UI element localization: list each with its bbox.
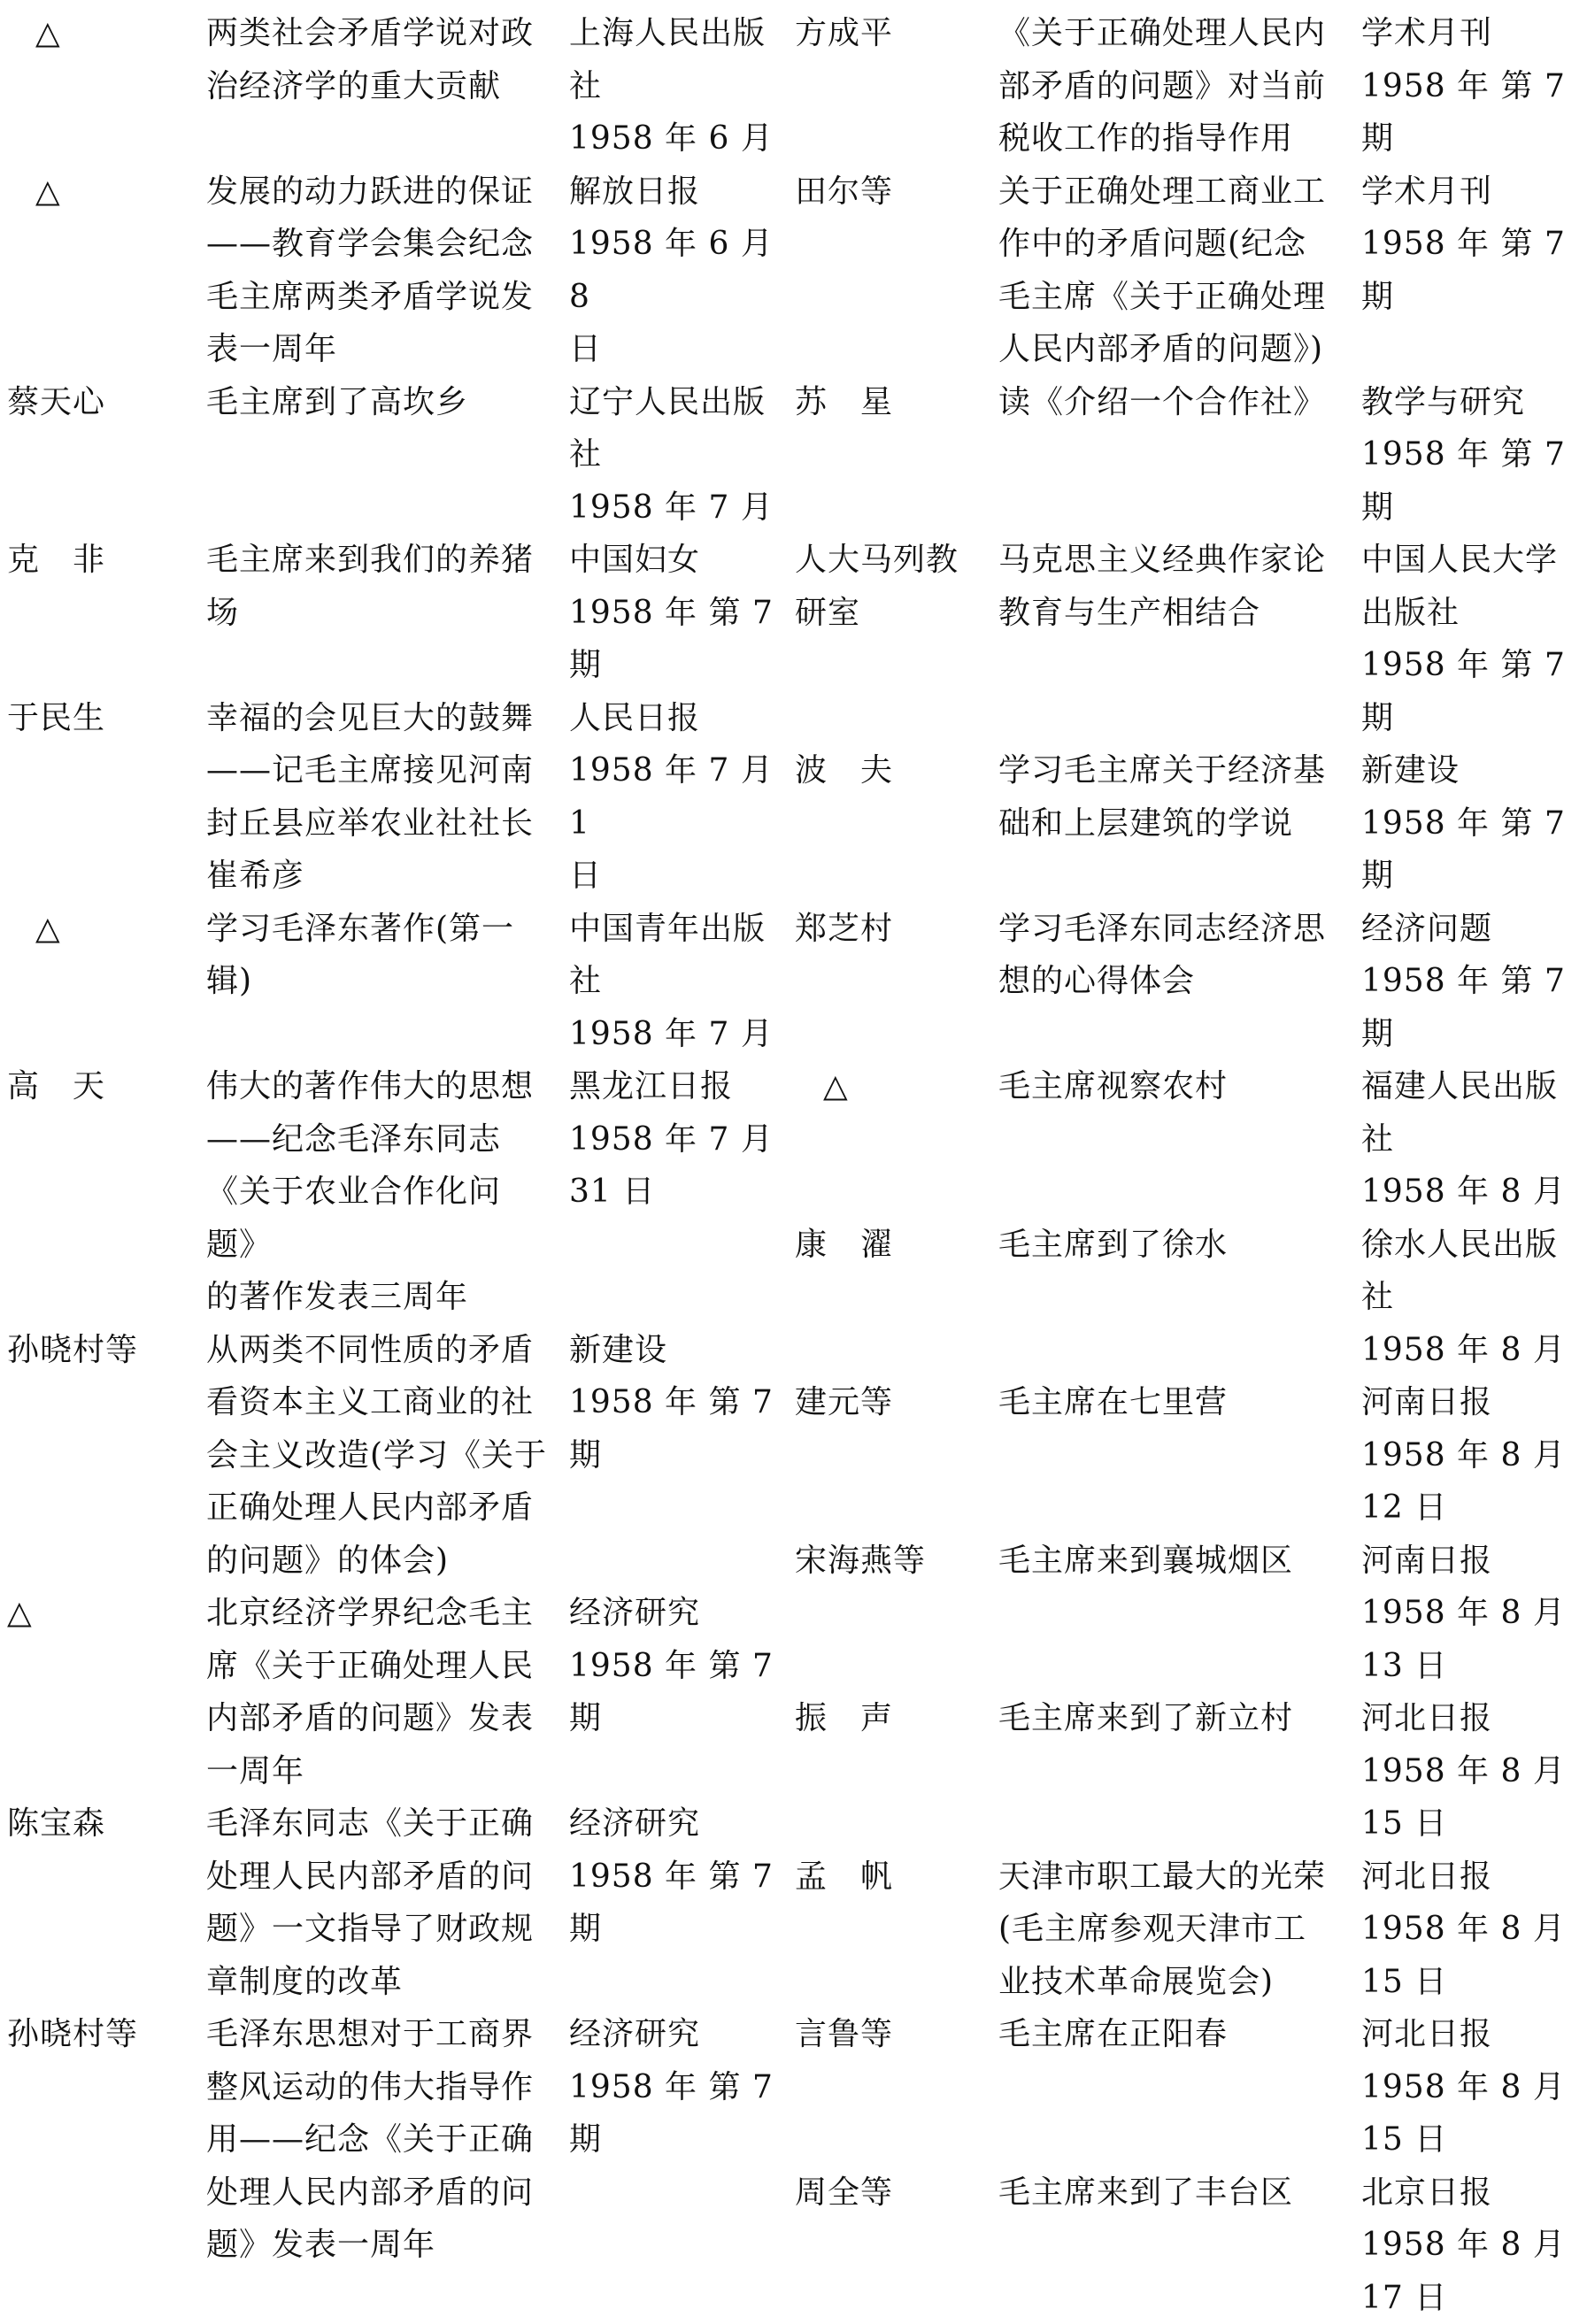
entry-source: 解放日报 1958 年 6 月 8 日 (569, 165, 786, 376)
entry-title: 从两类不同性质的矛盾 看资本主义工商业的社 会主义改造(学习《关于 正确处理人民内部矛盾 的问题》的体会) (206, 1324, 569, 1588)
entry-source: 中国人民大学 出版社 1958 年 第 7 期 (1361, 534, 1581, 744)
entry-title: 毛主席来到了丰台区 (998, 2166, 1361, 2324)
entry-title: 毛主席到了徐水 (998, 1219, 1361, 1377)
entry-author: 康 濯 (795, 1219, 998, 1377)
entry-author: △ (7, 165, 206, 376)
entry-source: 人民日报 1958 年 7 月 1 日 (569, 692, 786, 903)
entry-source: 上海人民出版 社 1958 年 6 月 (569, 7, 786, 165)
entry-title: 毛主席视察农村 (998, 1060, 1361, 1219)
entry-author: 孙晓村等 (7, 2008, 206, 2272)
entry-title: 学习毛主席关于经济基 础和上层建筑的学说 (998, 744, 1361, 903)
entry-title: 毛主席来到我们的养猪 场 (206, 534, 569, 692)
entry-source: 学术月刊 1958 年 第 7 期 (1361, 165, 1581, 376)
entry-author: 苏 星 (795, 376, 998, 535)
entry-source: 新建设 1958 年 第 7 期 (1361, 744, 1581, 903)
entry-title: 关于正确处理工商业工 作中的矛盾问题(纪念 毛主席《关于正确处理 人民内部矛盾的问题》) (998, 165, 1361, 376)
entry-title: 天津市职工最大的光荣 (毛主席参观天津市工 业技术革命展览会) (998, 1851, 1361, 2009)
entry-author: 于民生 (7, 692, 206, 903)
entry-title: 发展的动力跃进的保证 ——教育学会集会纪念 毛主席两类矛盾学说发 表一周年 (206, 165, 569, 376)
entry-source: 经济研究 1958 年 第 7 期 (569, 2008, 786, 2272)
entry-author: △ (795, 1060, 998, 1219)
entry-title: 学习毛泽东同志经济思 想的心得体会 (998, 903, 1361, 1061)
entry-author: △ (7, 7, 206, 165)
entry-author: 田尔等 (795, 165, 998, 376)
entry-author: 建元等 (795, 1376, 998, 1535)
entry-source: 辽宁人民出版 社 1958 年 7 月 (569, 376, 786, 535)
right-column (795, 7, 1581, 2324)
entry-author: △ (7, 1587, 206, 1797)
entry-source: 福建人民出版 社 1958 年 8 月 (1361, 1060, 1581, 1219)
entry-author: △ (7, 903, 206, 1061)
entry-title: 北京经济学界纪念毛主 席《关于正确处理人民 内部矛盾的问题》发表 一周年 (206, 1587, 569, 1797)
entry-author: 宋海燕等 (795, 1535, 998, 1693)
entry-author: 言鲁等 (795, 2008, 998, 2166)
entry-source: 河北日报 1958 年 8 月 15 日 (1361, 1851, 1581, 2009)
left-column (7, 7, 786, 2272)
entry-title: 毛主席在正阳春 (998, 2008, 1361, 2166)
entry-author: 陈宝森 (7, 1797, 206, 2008)
entry-source: 中国妇女 1958 年 第 7 期 (569, 534, 786, 692)
entry-source: 学术月刊 1958 年 第 7 期 (1361, 7, 1581, 165)
entry-title: 学习毛泽东著作(第一 辑) (206, 903, 569, 1061)
entry-title: 伟大的著作伟大的思想 ——纪念毛泽东同志 《关于农业合作化问题》 的著作发表三周年 (206, 1060, 569, 1324)
entry-title: 毛主席在七里营 (998, 1376, 1361, 1535)
entry-source: 新建设 1958 年 第 7 期 (569, 1324, 786, 1588)
entry-source: 中国青年出版 社 1958 年 7 月 (569, 903, 786, 1061)
entry-title: 《关于正确处理人民内 部矛盾的问题》对当前 税收工作的指导作用 (998, 7, 1361, 165)
entry-author: 孙晓村等 (7, 1324, 206, 1588)
entry-title: 幸福的会见巨大的鼓舞 ——记毛主席接见河南 封丘县应举农业社社长 崔希彦 (206, 692, 569, 903)
entry-source: 河南日报 1958 年 8 月 12 日 (1361, 1376, 1581, 1535)
entry-source: 河北日报 1958 年 8 月 15 日 (1361, 1692, 1581, 1851)
entry-source: 徐水人民出版 社 1958 年 8 月 (1361, 1219, 1581, 1377)
entry-author: 方成平 (795, 7, 998, 165)
entry-title: 读《介绍一个合作社》 (998, 376, 1361, 535)
entry-author: 高 天 (7, 1060, 206, 1324)
entry-source: 北京日报 1958 年 8 月 17 日 (1361, 2166, 1581, 2324)
entry-title: 毛泽东思想对于工商界 整风运动的伟大指导作 用——纪念《关于正确 处理人民内部矛盾的问 题》发表一周年 (206, 2008, 569, 2272)
entry-author: 郑芝村 (795, 903, 998, 1061)
entry-source: 经济问题 1958 年 第 7 期 (1361, 903, 1581, 1061)
entry-title: 毛主席来到了新立村 (998, 1692, 1361, 1851)
entry-author: 周全等 (795, 2166, 998, 2324)
entry-author: 克 非 (7, 534, 206, 692)
entry-title: 毛主席到了高坎乡 (206, 376, 569, 535)
entry-source: 黑龙江日报 1958 年 7 月 31 日 (569, 1060, 786, 1324)
entry-title: 马克思主义经典作家论 教育与生产相结合 (998, 534, 1361, 744)
entry-author: 人大马列教 研室 (795, 534, 998, 744)
entry-source: 经济研究 1958 年 第 7 期 (569, 1587, 786, 1797)
entry-source: 河北日报 1958 年 8 月 15 日 (1361, 2008, 1581, 2166)
entry-title: 毛泽东同志《关于正确 处理人民内部矛盾的问 题》一文指导了财政规 章制度的改革 (206, 1797, 569, 2008)
entry-author: 振 声 (795, 1692, 998, 1851)
entry-source: 河南日报 1958 年 8 月 13 日 (1361, 1535, 1581, 1693)
entry-source: 教学与研究 1958 年 第 7 期 (1361, 376, 1581, 535)
entry-author: 波 夫 (795, 744, 998, 903)
entry-title: 毛主席来到襄城烟区 (998, 1535, 1361, 1693)
entry-title: 两类社会矛盾学说对政 治经济学的重大贡献 (206, 7, 569, 165)
entry-author: 蔡天心 (7, 376, 206, 535)
entry-author: 孟 帆 (795, 1851, 998, 2009)
entry-source: 经济研究 1958 年 第 7 期 (569, 1797, 786, 2008)
